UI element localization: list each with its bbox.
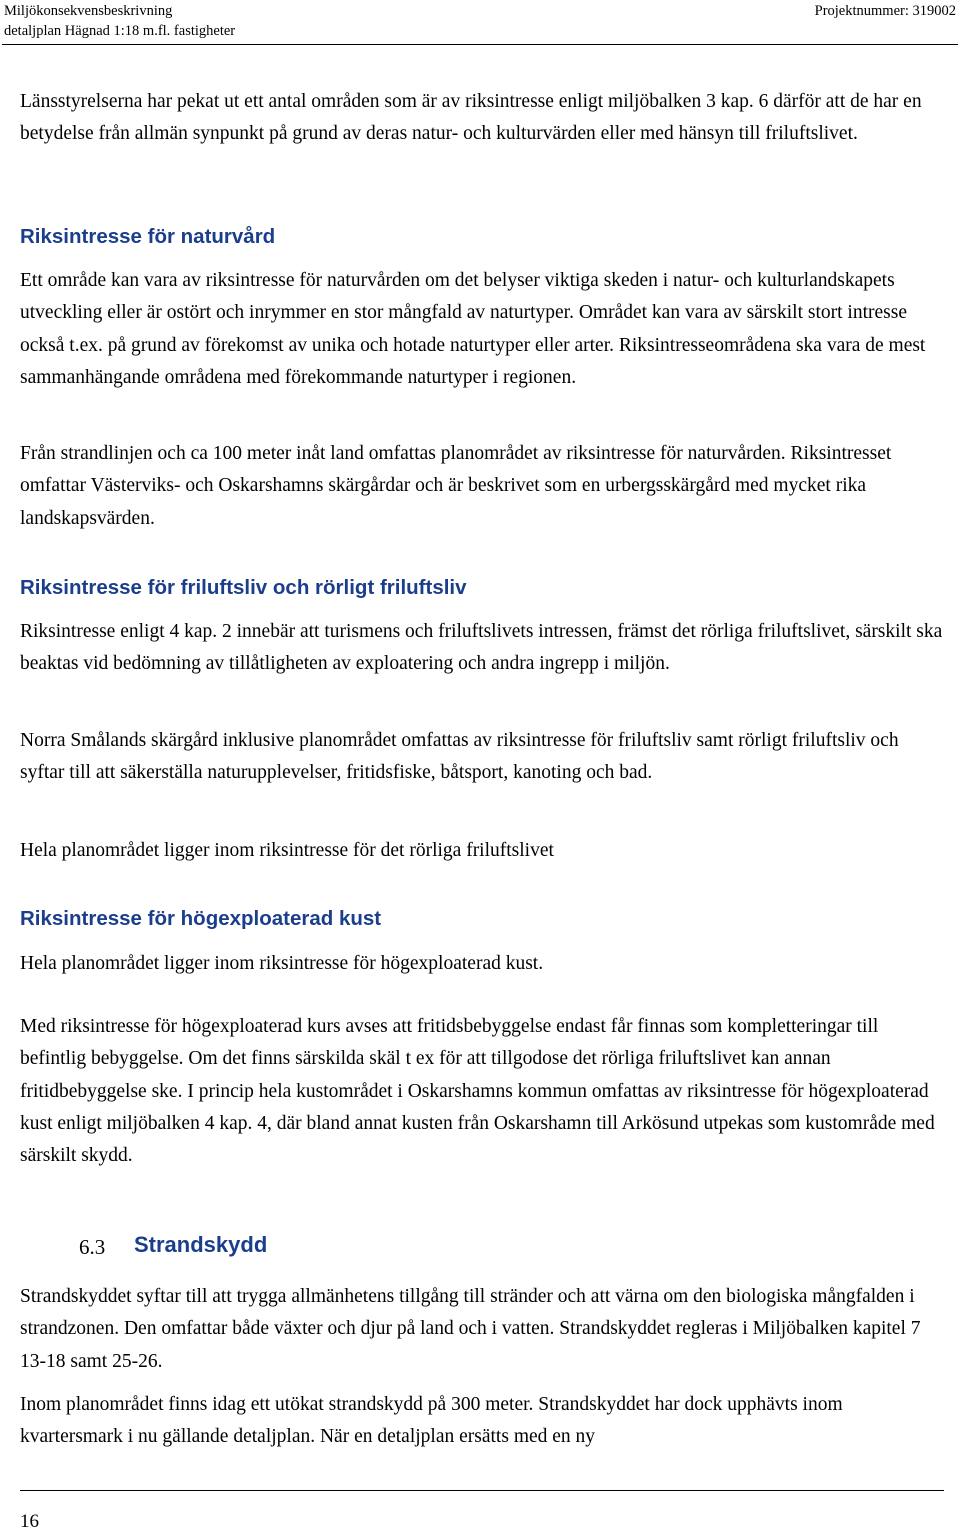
heading-friluftsliv: Riksintresse för friluftsliv och rörligt friluftsliv: [20, 576, 467, 599]
header-project-number: Projektnummer: 319002: [814, 3, 956, 19]
friluftsliv-paragraph-2: Norra Smålands skärgård inklusive planområdet omfattas av riksintresse för friluftsliv samt rörligt friluftsliv och syftar till att säkerställa naturupplevelser, fritidsfiske, båtsport, kanoting och bad.: [20, 730, 899, 784]
intro-paragraph: Länsstyrelserna har pekat ut ett antal områden som är av riksintresse enligt miljöbalken 3 kap. 6 därför att de har en betydelse från allmän synpunkt på grund av deras natur- och kulturvärden eller med hänsyn till friluftslivet.: [20, 91, 922, 145]
friluftsliv-paragraph-1: Riksintresse enligt 4 kap. 2 innebär att turismens och friluftslivets intressen, främst det rörliga friluftslivet, särskilt ska beaktas vid bedömning av tillåtligheten av exploatering och andra ingrepp i miljön.: [20, 621, 943, 675]
footer-divider: [20, 1490, 944, 1491]
friluftsliv-paragraph-3: Hela planområdet ligger inom riksintresse för det rörliga friluftslivet: [20, 840, 554, 861]
header-left: [4, 1, 235, 41]
strandskydd-paragraph-1: Strandskyddet syftar till att trygga allmänhetens tillgång till stränder och att värna om den biologiska mångfalden i strandzonen. Den omfattar både växter och djur på land och i vatten. Strandskyddet regleras i Miljöbalken kapitel 7 13-18 samt 25-26.: [20, 1286, 921, 1372]
header-divider: [2, 44, 958, 45]
heading-naturvard: Riksintresse för naturvård: [20, 225, 276, 248]
heading-hogexploaterad-kust: Riksintresse för högexploaterad kust: [20, 907, 382, 930]
page-number: 16: [20, 1511, 39, 1532]
header-project-name: detaljplan Hägnad 1:18 m.fl. fastigheter: [4, 23, 236, 39]
strandskydd-paragraph-2: Inom planområdet finns idag ett utökat strandskydd på 300 meter. Strandskyddet har dock upphävts inom kvartersmark i nu gällande detaljplan. När en detaljplan ersätts med en ny: [20, 1394, 843, 1448]
section-title-strandskydd: Strandskydd: [134, 1232, 268, 1257]
naturvard-paragraph-2: Från strandlinjen och ca 100 meter inåt land omfattas planområdet av riksintresse för naturvården. Riksintresset omfattar Västerviks- och Oskarshamns skärgårdar och är beskrivet som en urbergsskärgård med mycket rika landskapsvärden.: [20, 443, 892, 529]
naturvard-paragraph-1: Ett område kan vara av riksintresse för naturvården om det belyser viktiga skeden i natur- och kulturlandskapets utveckling eller är ostört och inrymmer en stor mångfald av naturtyper. Området kan vara av särskilt stort intresse också t.ex. på grund av förekomst av unika och hotade naturtyper eller arter. Riksintresseområdena ska vara de mest sammanhängande områdena med förekommande naturtyper i regionen.: [20, 270, 926, 388]
section-number: 6.3: [79, 1235, 106, 1259]
header-document-type: Miljökonsekvensbeskrivning: [4, 3, 173, 19]
kust-paragraph-1: Hela planområdet ligger inom riksintresse för högexploaterad kust.: [20, 953, 544, 974]
kust-paragraph-2: Med riksintresse för högexploaterad kurs avses att fritidsbebyggelse endast får finnas som kompletteringar till befintlig bebyggelse. Om det finns särskilda skäl t ex för att tillgodose det rörliga friluftslivet kan annan fritidbebyggelse ske. I princip hela kustområdet i Oskarshamns kommun omfattas av riksintresse för högexploaterad kust enligt miljöbalken 4 kap. 4, där bland annat kusten från Oskarshamn till Arkösund utpekas som kustområde med särskilt skydd.: [20, 1016, 935, 1167]
